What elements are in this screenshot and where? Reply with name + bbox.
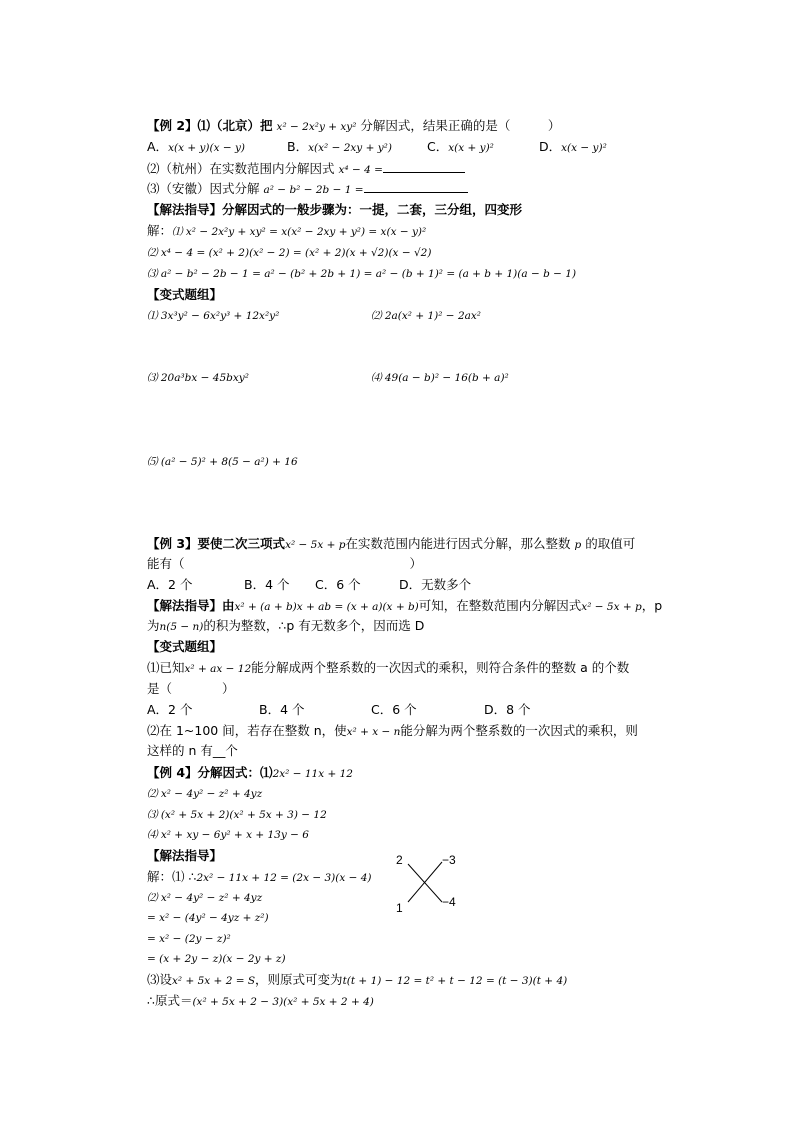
var2-opt-b: B．4 个 (259, 702, 305, 717)
guide2-line1a: 【解法指导】由 (147, 598, 235, 613)
var1-p4: ⑷ 49(a − b)² − 16(b + a)² (371, 372, 509, 384)
var2-q1c: 是（ ） (147, 681, 235, 696)
ex3-line1a: 【例 3】要使二次三项式 (147, 536, 286, 551)
guide3-s2-1: ⑵ x² − 4y² − z² + 4yz (147, 892, 263, 904)
ex2-title-text: 【例 2】⑴（北京）把 (147, 118, 273, 133)
var2-q1 (147, 660, 629, 677)
ex2-q3-blank (364, 192, 468, 193)
guide3-s4 (147, 993, 374, 1010)
ex2-opt-d-expr: x(x − y)² (561, 142, 607, 154)
guide3-s1 (147, 869, 372, 886)
guide3-s2-4: = (x + 2y − z)(x − 2y + z) (147, 953, 286, 965)
guide3-s1-expr: 2x² − 11x + 12 = (2x − 3)(x − 4) (196, 872, 372, 884)
ex2-q3-expr: a² − b² − 2b − 1 = (263, 184, 364, 196)
var2-q2c: 这样的 n 有__个 (147, 743, 238, 758)
ex3-opt-a: A．2 个 (147, 577, 193, 592)
guide2-line1c: ，p (641, 598, 663, 613)
guide1-s1 (147, 223, 426, 240)
guide3-s3 (147, 972, 567, 989)
cross-top-right: −3 (442, 853, 456, 867)
var2-q2b: 能分解为两个整系数的一次因式的乘积，则 (400, 723, 638, 738)
guide3-s4-expr: (x² + 5x + 2 − 3)(x² + 5x + 2 + 4) (192, 996, 374, 1008)
guide3-s2-2: = x² − (4y² − 4yz + z²) (147, 912, 269, 924)
var2-opt-a: A．2 个 (147, 702, 193, 717)
ex2-opt-d-label: D． (539, 139, 562, 154)
guide1-s3: ⑶ a² − b² − 2b − 1 = a² − (b² + 2b + 1) = a² − (b + 1)² = (a + b + 1)(a − b − 1) (147, 268, 577, 280)
guide2-line1-expr2: x² − 5x + p (581, 601, 642, 613)
var2-q2a: ⑵在 1~100 间，若存在整数 n，使 (147, 723, 347, 738)
ex3-line2: 能有（ ） (147, 556, 423, 571)
guide1-s2: ⑵ x⁴ − 4 = (x² + 2)(x² − 2) = (x² + 2)(x + √2)(x − √2) (147, 247, 432, 259)
ex3-line1b: 在实数范围内能进行因式分解，那么整数 (345, 536, 571, 551)
var2-q1a: ⑴已知 (147, 660, 185, 675)
ex3-line1-expr: x² − 5x + p (285, 539, 346, 551)
guide2-line1 (147, 598, 662, 615)
guide2-line1-expr: x² + (a + b)x + ab = (x + a)(x + b) (234, 601, 419, 613)
ex3-opt-c: C．6 个 (315, 577, 361, 592)
ex2-opt-a-expr: x(x + y)(x − y) (168, 142, 246, 154)
ex4-title-text: 【例 4】分解因式：⑴ (147, 765, 273, 780)
ex2-opt-a-label: A． (147, 139, 169, 154)
guide3-s3-expr2: t(t + 1) − 12 = t² + t − 12 = (t − 3)(t + 4) (342, 975, 568, 987)
var2-q1b: 能分解成两个整系数的一次因式的乘积，则符合条件的整数 a 的个数 (251, 660, 630, 675)
ex2-q3-text: ⑶（安徽）因式分解 (147, 181, 260, 196)
var2-q1-expr: x² + ax − 12 (184, 663, 252, 675)
guide3-s4a: ∴原式＝ (147, 993, 193, 1008)
var1-p3: ⑶ 20a³bx − 45bxy² (147, 372, 249, 384)
var2-opt-c: C．6 个 (371, 702, 417, 717)
guide1-sol-label: 解： (147, 223, 173, 238)
ex3-opt-d: D．无数多个 (399, 577, 472, 592)
ex4-p4: ⑷ x² + xy − 6y² + x + 13y − 6 (147, 829, 309, 841)
var2-q2 (147, 723, 638, 740)
var1-p5: ⑸ (a² − 5)² + 8(5 − a²) + 16 (147, 456, 298, 468)
ex4-p3: ⑶ (x² + 5x + 2)(x² + 5x + 3) − 12 (147, 809, 327, 821)
guide3-s1a: 解：⑴ ∴ (147, 869, 197, 884)
ex4-p1: 2x² − 11x + 12 (272, 768, 353, 780)
var1-p1: ⑴ 3x³y² − 6x²y³ + 12x²y² (147, 310, 280, 322)
guide1-title: 【解法指导】分解因式的一般步骤为：一提，二套，三分组，四变形 (147, 202, 523, 217)
ex3-opt-b: B．4 个 (244, 577, 290, 592)
ex2-title-expr: x² − 2x²y + xy² (276, 121, 357, 133)
guide1-s1-expr: ⑴ x² − 2x²y + xy² = x(x² − 2xy + y²) = x(x − y)² (172, 226, 427, 238)
cross-top-left: 2 (396, 853, 403, 867)
guide2-line2b: 的积为整数，∴p 有无数多个，因而选 D (203, 618, 425, 633)
cross-bottom-right: −4 (442, 895, 456, 909)
ex3-line1-p: p (574, 539, 582, 551)
ex3-line1 (147, 536, 635, 553)
cross-multiplication-diagram (392, 852, 472, 914)
ex2-opt-c-label: C． (427, 139, 449, 154)
var2-q2-expr: x² + x − n (346, 726, 401, 738)
ex2-opt-a (147, 139, 245, 156)
ex2-opt-c (427, 139, 494, 156)
guide3-s2-3: = x² − (2y − z)² (147, 933, 231, 945)
var2-opt-d: D．8 个 (484, 702, 531, 717)
guide2-line2-expr: n(5 − n) (159, 621, 204, 633)
guide2-line2 (147, 618, 424, 635)
ex2-title-rest: 分解因式，结果正确的是（ ） (360, 118, 561, 133)
ex2-opt-b (287, 139, 392, 156)
ex4-title (147, 765, 353, 782)
guide3-s3-expr1: x² + 5x + 2 = S (172, 975, 256, 987)
var1-title: 【变式题组】 (147, 287, 223, 302)
ex2-opt-c-expr: x(x + y)² (448, 142, 494, 154)
ex2-q2-blank (383, 172, 465, 173)
ex4-p2: ⑵ x² − 4y² − z² + 4yz (147, 788, 263, 800)
ex2-q3 (147, 181, 468, 198)
guide2-line2a: 为 (147, 618, 160, 633)
guide3-title: 【解法指导】 (147, 848, 223, 863)
guide3-s3b: ，则原式可变为 (255, 972, 343, 987)
ex2-q2-text: ⑵（杭州）在实数范围内分解因式 (147, 161, 335, 176)
ex2-q2 (147, 161, 465, 178)
ex3-line1c: 的取值可 (585, 536, 636, 551)
var2-title: 【变式题组】 (147, 639, 223, 654)
cross-bottom-left: 1 (396, 901, 403, 914)
ex2-opt-b-label: B． (287, 139, 309, 154)
ex2-title (147, 118, 560, 135)
ex2-q2-expr: x⁴ − 4 = (338, 164, 383, 176)
guide3-s3a: ⑶设 (147, 972, 173, 987)
ex2-opt-d (539, 139, 607, 156)
ex2-opt-b-expr: x(x² − 2xy + y²) (308, 142, 392, 154)
guide2-line1b: 可知，在整数范围内分解因式 (418, 598, 582, 613)
var1-p2: ⑵ 2a(x² + 1)² − 2ax² (371, 310, 482, 322)
